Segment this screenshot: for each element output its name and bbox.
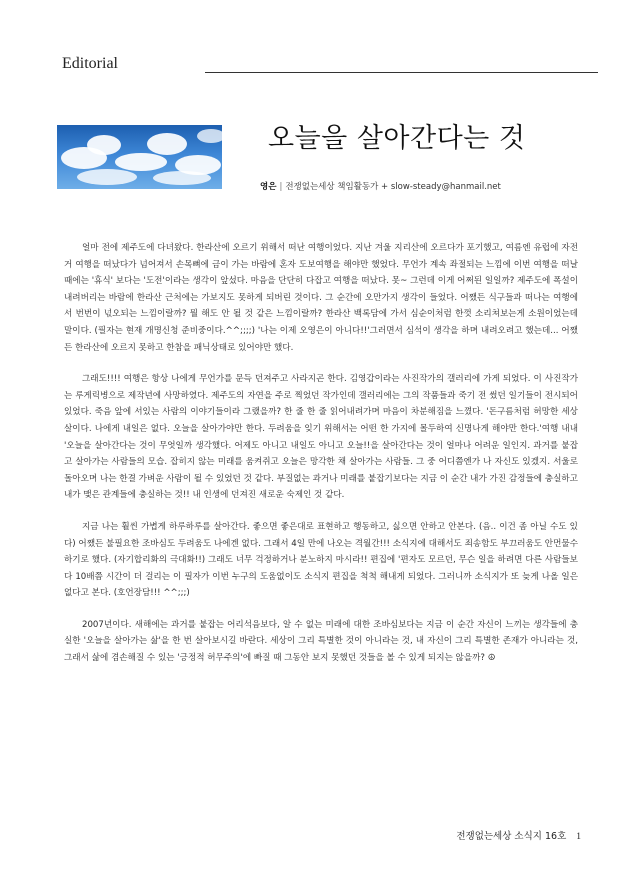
publication-name: 전쟁없는세상 소식지 16호 xyxy=(456,831,567,842)
byline xyxy=(260,180,501,192)
author-role: 전쟁없는세상 책임활동가 + slow-steady@hanmail.net xyxy=(285,182,501,192)
byline-separator: | xyxy=(279,182,283,192)
sky-photo xyxy=(57,125,222,189)
header-rule xyxy=(205,72,598,73)
article-title: 오늘을 살아간다는 것 xyxy=(268,123,526,154)
author-name: 영은 xyxy=(260,182,277,192)
section-label: Editorial xyxy=(62,55,118,72)
paragraph: 그래도!!!! 여행은 항상 나에게 무언가를 문득 던져주고 사라지곤 한다. 김영갑이라는 사진작가의 갤러리에 가게 되었다. 이 사진작가는 루게릭병으로 제작년에 사망하였다. 제주도의 자연을 주로 찍었던 작가인데 갤러리에는 그의 작품들과 죽기 전 썼던 일기들이 전시되어 있었다. 죽음 앞에 서있는 사람의 이야기들이라 그랬을까? 한 줄 한 줄 읽어내려가며 마음이 차분해짐을 느꼈다. '돈구름처럼 허망한 세상살이다. 나에게 내일은 없다. 오늘을 살아가야만 한다. 두려움을 잊기 위해서는 어떤 한 가지에 몰두하여 신명나게 해야만 한다.'여행 내내 '오늘을 살아간다는 것이 무엇일까 생각했다. 어제도 아니고 내일도 아니고 오늘!!을 살아간다는 것이 얼마나 어려운 일인지. 과거를 붙잡고 살아가는 사람들의 모습. 잡히지 않는 미래를 움켜쥐고 오늘은 망각한 채 살아가는 사람들. 그 중 어디쯤엔가 나 자신도 있겠지. 서울로 돌아오며 나는 한결 가벼운 사람이 될 수 있었던 것 같다. 부질없는 과거나 미래를 붙잡기보다는 지금 이 순간 내가 가진 감정들에 충실하고 내가 맺은 관계들에 충실하는 것!! 내 인생에 던져진 새로운 숙제인 것 같다. xyxy=(64,374,578,501)
paragraph: 얼마 전에 제주도에 다녀왔다. 한라산에 오르기 위해서 떠난 여행이었다. 지난 겨울 지리산에 오르다가 포기했고, 여름엔 유럽에 자전거 여행을 떠났다가 넘어져서 손목뼈에 금이 가는 바람에 혼자 도보여행을 해야만 했었다. 무언가 계속 좌절되는 느낌에 이번 여행을 떠날 때에는 '휴식' 보다는 '도전'이라는 생각이 앞섰다. 마음을 단단히 다잡고 여행을 떠났다. 못~ 그런데 이게 어쩌된 일일까? 제주도에 폭설이 내려버리는 바람에 한라산 근처에는 가보지도 못하게 되버린 것이다. 그 순간에 오만가지 생각이 들었다. 어쨌든 식구들과 떠나는 여행에서 번번이 넋오되는 느낌이랄까? 뭘 해도 안 될 것 같은 느낌이랄까? 한라산 백록담에 가서 심순이처럼 한껏 소리쳐보는게 소원이었는데 말이다. (필자는 현재 개명신청 준비중이다.^^;;;;) '나는 이제 오영은이 아니다!!'그러면서 심석이 생각을 하며 내려오려고 했는데... 어쨌든 한라산에 오르지 못하고 한참을 패닉상태로 있어야만 했다. xyxy=(64,243,578,353)
page-footer xyxy=(456,828,581,842)
page-number: 1 xyxy=(576,832,581,842)
article-body xyxy=(64,240,578,682)
paragraph: 지금 나는 훨씬 가볍게 하루하루를 살아간다. 좋으면 좋은대로 표현하고 행동하고, 싫으면 안하고 안본다. (음.. 이건 좀 아닐 수도 있다) 어쨌든 불필요한 조바심도 두려움도 나에겐 없다. 그래서 4일 만에 나오는 격월간!!! 소식지에 대해서도 죄송함도 부끄러움도 안먼물수 하기로 했다. (자기합리화의 극대화!!) 그래도 너무 걱정하거나 분노하지 마시라!! 편집에 '편자도 모르던, 무슨 일을 하려면 다른 사람들보다 10배쯤 시간이 더 걸리는 이 필자가 이번 누구의 도움없이도 소식지 편집을 척척 해내게 되었다. 그러니까 소식지가 또 늦게 나올 일은 없다고 본다. (호언장담!!! ^^;;;) xyxy=(64,521,578,599)
paragraph: 2007년이다. 새해에는 과거를 붙잡는 어리석음보다, 알 수 없는 미래에 대한 조바심보다는 지금 이 순간 자신이 느끼는 생각들에 충실한 '오늘을 살아가는 삶'을 한 번 살아보시길 바란다. 세상이 그리 특별한 것이 아니라는 것, 내 자신이 그리 특별한 존재가 아니라는 것, 그래서 삶에 겸손해질 수 있는 '긍정적 허무주의'에 빠질 때 그동안 보지 못했던 것들을 볼 수 있게 되지는 않을까? ☮ xyxy=(64,619,578,664)
